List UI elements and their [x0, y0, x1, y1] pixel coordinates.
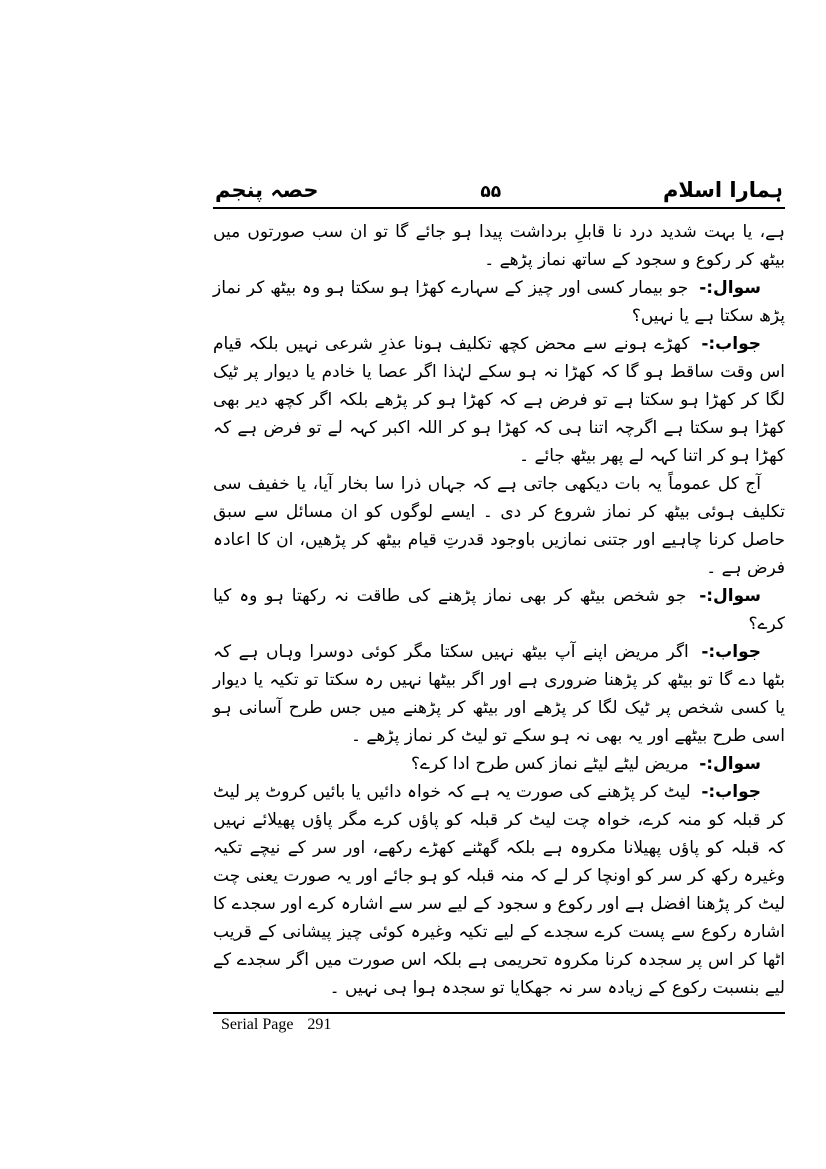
book-title: ہمارا اسلام	[662, 178, 783, 202]
answer-text: کھڑے ہونے سے محض کچھ تکلیف ہونا عذرِ شرعی نہیں بلکہ قیام اس وقت ساقط ہو گا کہ کھڑا نہ ہو سکے لہٰذا اگر عصا یا خادم یا دیوار پر ٹیک لگا کر کھڑا ہو سکتا ہے تو فرض ہے کہ کھڑا ہو کر پڑھے بلکہ اگر کچھ دیر بھی کھڑا ہو سکتا ہے اگرچہ اتنا ہی کہ کھڑا ہو کر اللہ اکبر کہہ لے تو فرض ہے کہ کھڑا ہو کر اتنا کہہ لے پھر بیٹھ جائے ۔	[213, 334, 785, 466]
serial-page-number: 291	[307, 1016, 332, 1033]
question-text: جو شخص بیٹھ کر بھی نماز پڑھنے کی طاقت نہ رکھتا ہو وہ کیا کرے؟	[213, 586, 785, 634]
question-paragraph-2	[213, 582, 785, 638]
answer-paragraph-3	[213, 778, 785, 1002]
serial-page-label: Serial Page	[221, 1016, 294, 1033]
answer-label: جواب:-	[701, 642, 762, 662]
question-label: سوال:-	[699, 278, 761, 298]
body-text	[213, 218, 785, 1002]
paragraph-text: ہے، یا بہت شدید درد نا قابلِ برداشت پیدا ہو جائے گا تو ان سب صورتوں میں بیٹھ کر رکوع و سجود کے ساتھ نماز پڑھے ۔	[213, 222, 785, 270]
answer-label: جواب:-	[701, 334, 761, 354]
question-paragraph-1	[213, 274, 785, 330]
question-paragraph-3	[213, 750, 785, 778]
paragraph-note	[213, 470, 785, 582]
part-title: حصہ پنجم	[215, 178, 319, 202]
answer-paragraph-2	[213, 638, 785, 750]
page-content	[213, 178, 785, 1034]
paragraph-text: آج کل عموماً یہ بات دیکھی جاتی ہے کہ جہاں ذرا سا بخار آیا، یا خفیف سی تکلیف ہوئی بیٹھ کر نماز شروع کر دی ۔ ایسے لوگوں کو ان مسائل سے سبق حاصل کرنا چاہیے اور جتنی نمازیں باوجود قدرتِ قیام بیٹھ کر پڑھیں، ان کا اعادہ فرض ہے ۔	[213, 474, 785, 578]
page-number: ۵۵	[480, 182, 502, 202]
paragraph-continuation	[213, 218, 785, 274]
header-rule	[213, 207, 785, 209]
question-label: سوال:-	[699, 754, 761, 774]
answer-text: اگر مریض اپنے آپ بیٹھ نہیں سکتا مگر کوئی دوسرا وہاں ہے کہ بٹھا دے گا تو بیٹھ کر پڑھنا ضروری ہے اور اگر بیٹھا نہیں رہ سکتا تو تکیہ یا دیوار یا کسی شخص پر ٹیک لگا کر پڑھے اور بیٹھ کر پڑھنے میں جس طرح آسانی ہو اسی طرح بیٹھے اور یہ بھی نہ ہو سکے تو لیٹ کر نماز پڑھے ۔	[213, 642, 785, 746]
answer-paragraph-1	[213, 330, 785, 470]
page-header	[213, 178, 785, 207]
answer-label: جواب:-	[701, 782, 762, 802]
question-label: سوال:-	[699, 586, 761, 606]
serial-page	[213, 1014, 785, 1034]
answer-text: لیٹ کر پڑھنے کی صورت یہ ہے کہ خواہ دائیں یا بائیں کروٹ پر لیٹ کر قبلہ کو منہ کرے، خواہ چت لیٹ کر قبلہ کو پاؤں کرے مگر پاؤں پھیلائے نہیں کہ قبلہ کو پاؤں پھیلانا مکروہ ہے بلکہ گھٹنے کھڑے رکھے، اور سر کے نیچے تکیہ وغیرہ رکھ کر سر کو اونچا کر لے کہ منہ قبلہ کو ہو جائے اور یہ صورت یعنی چت لیٹ کر پڑھنا افضل ہے اور رکوع و سجود کے لیے سر سے اشارہ کرے اور سجدے کا اشارہ رکوع سے پست کرے سجدے کے لیے تکیہ وغیرہ کوئی چیز پیشانی کے قریب اٹھا کر اس پر سجدہ کرنا مکروہ تحریمی ہے بلکہ اس صورت میں اگر سجدے کے لیے بنسبت رکوع کے زیادہ سر نہ جھکایا تو سجدہ ہوا ہی نہیں ۔	[213, 782, 785, 998]
question-text: مریض لیٹے لیٹے نماز کس طرح ادا کرے؟	[411, 754, 689, 774]
question-text: جو بیمار کسی اور چیز کے سہارے کھڑا ہو سکتا ہو وہ بیٹھ کر نماز پڑھ سکتا ہے یا نہیں؟	[213, 278, 785, 326]
